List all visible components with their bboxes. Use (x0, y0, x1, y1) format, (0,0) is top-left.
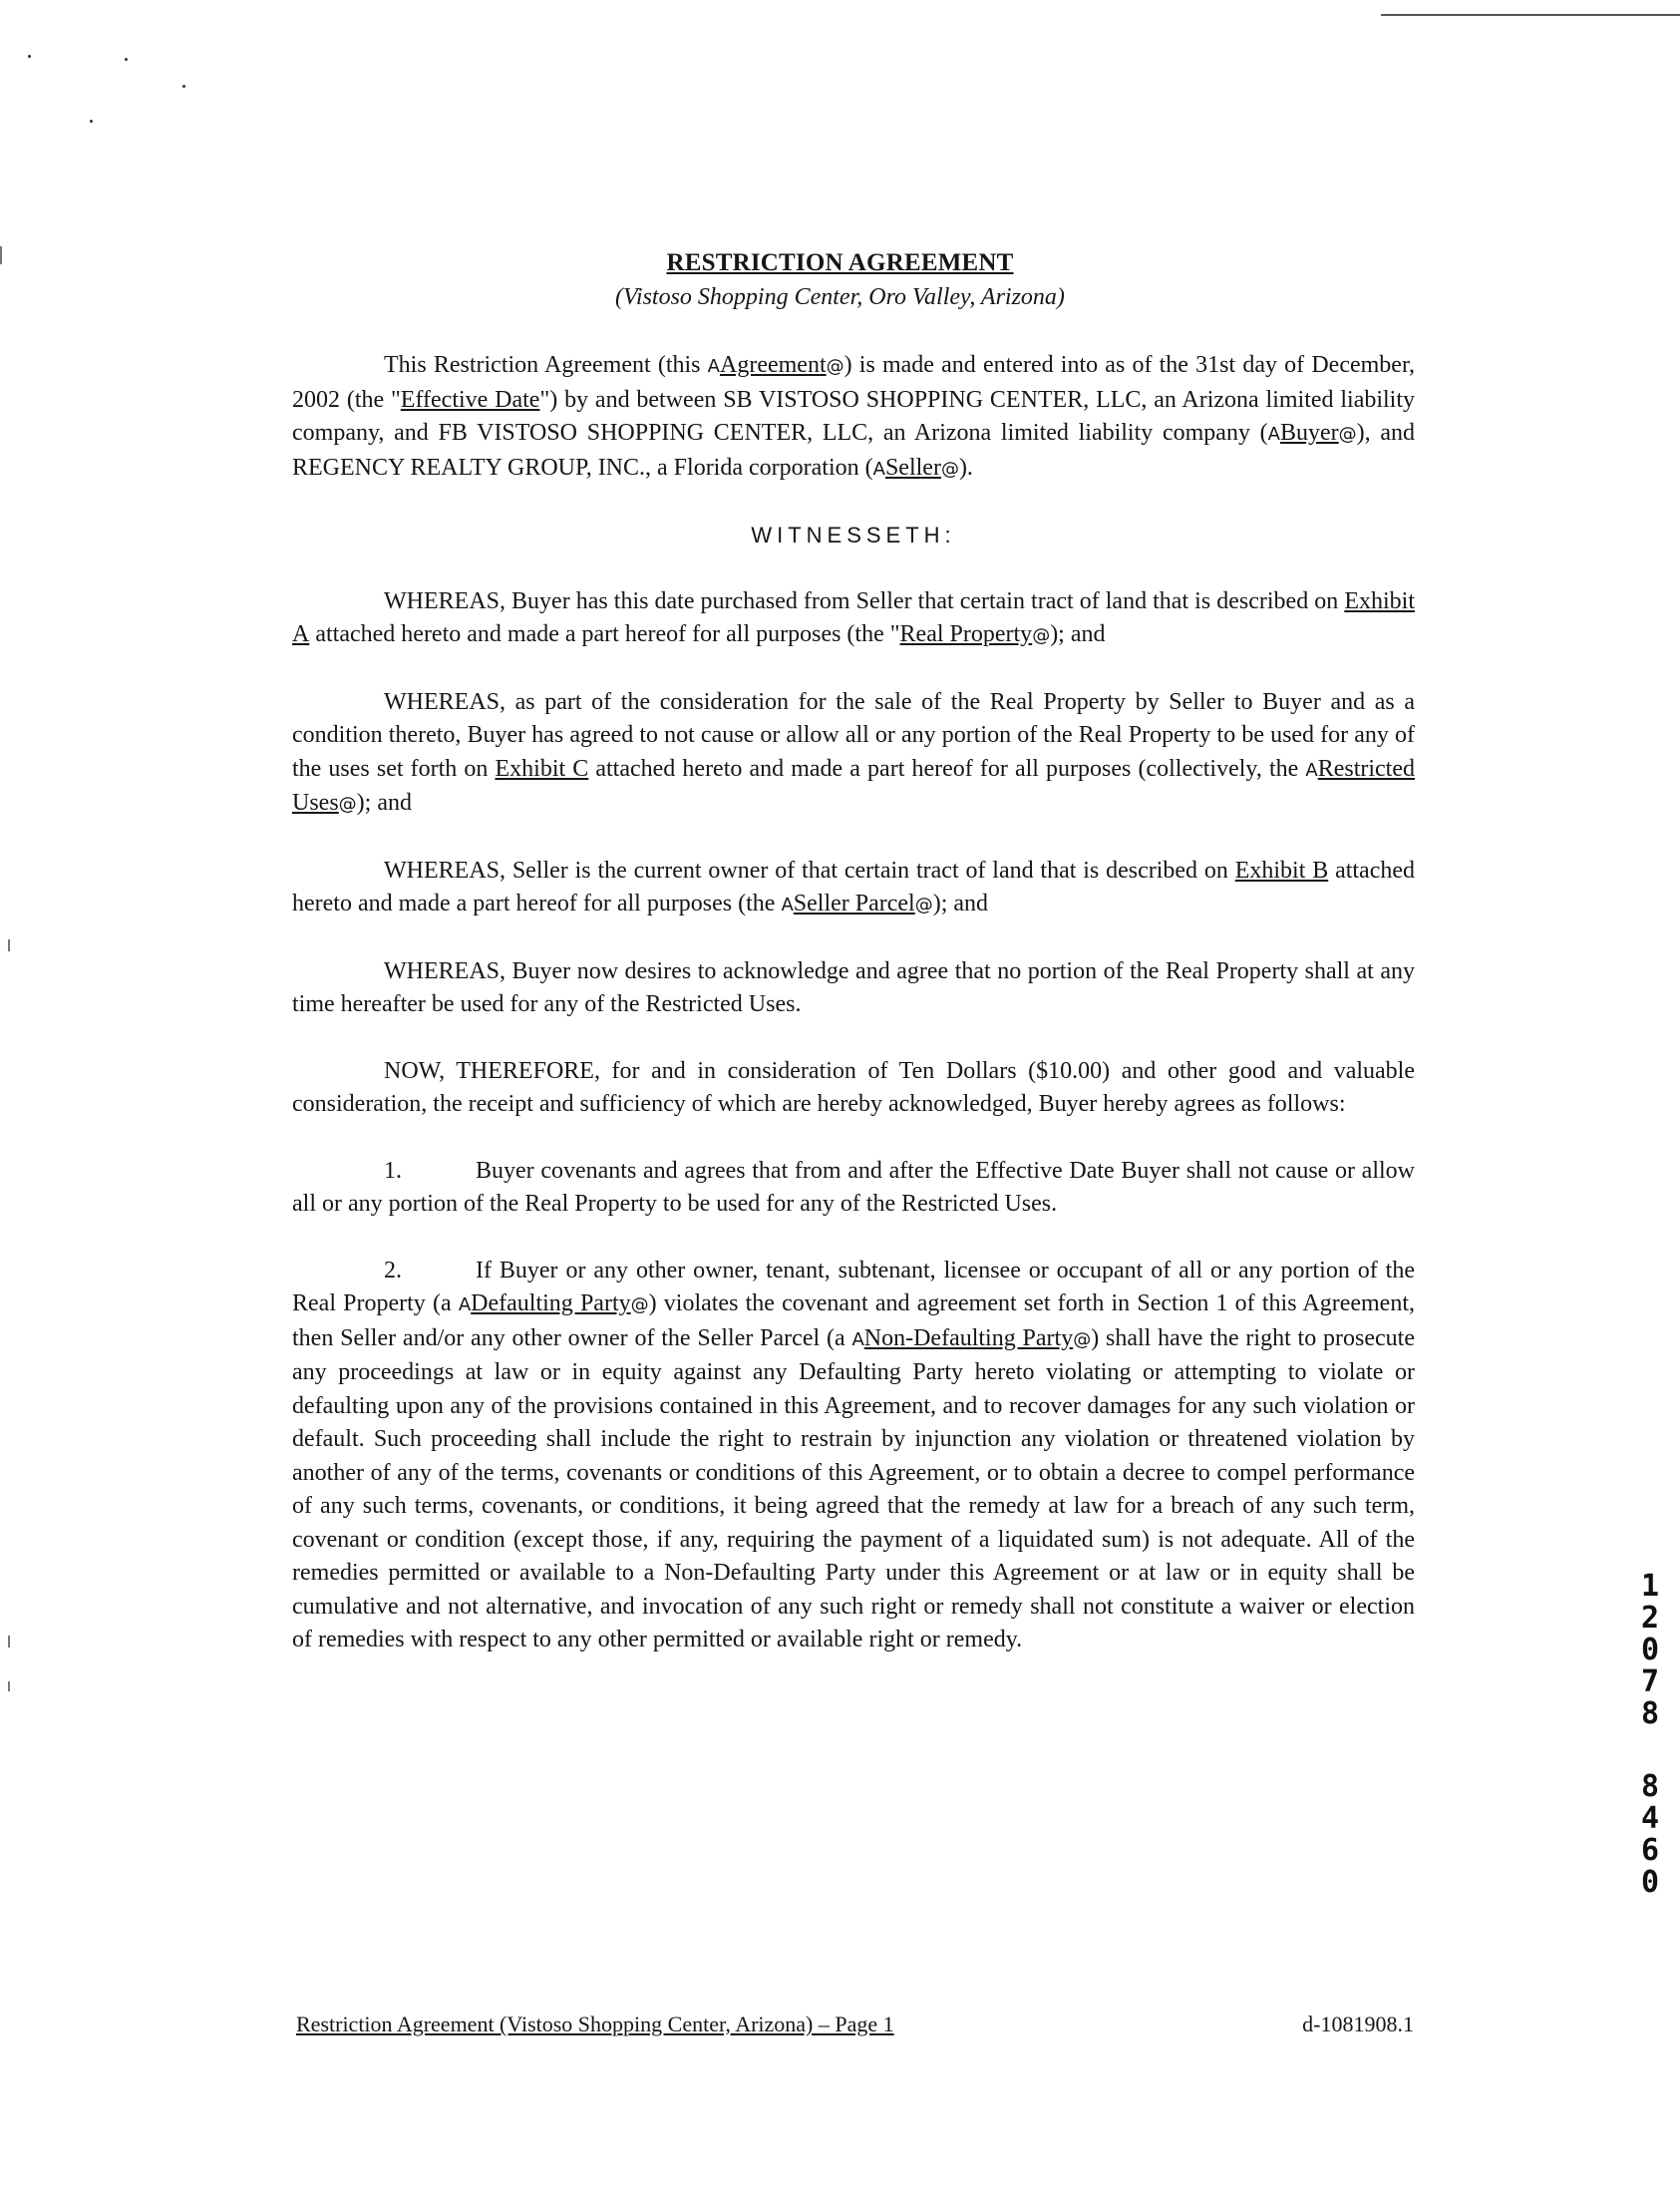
witnesseth-heading: WITNESSETH: (751, 523, 956, 548)
stamp-digit: 2 (1640, 1601, 1660, 1636)
quote-glyph: @ (1032, 625, 1051, 646)
quote-glyph: A (851, 1328, 864, 1350)
text-run: WHEREAS, as part of the consideration for the sale of the Real Property by Seller to Buyer and as a condition thereto, Buyer has agreed to not cause or allow all or any portion of the Real Property to be used for any of the uses set forth on (292, 688, 1415, 782)
text-run: ) shall have the right to prosecute any proceedings at law or in equity against any Defaulting Party hereto violating or attempting to violate or defaulting upon any of the provisions contained in this Agreement, and to recover damages for any such violation or default. Such proceeding shall include the right to restrain by injunction any violation or threatened violation by another of any of the terms, covenants or conditions of this Agreement, or to obtain a decree to compel performance of any such terms, covenants, or conditions, it being agreed that the remedy at law for a breach of any such term, covenant or condition (except those, if any, requiring the payment of a liquidated sum) is not adequate. All of the remedies permitted or available to a Non-Defaulting Party under this Agreement or at law or in equity shall be cumulative and not alternative, and invocation of any such right or remedy shall not constitute a waiver or election of remedies with respect to any other permitted or available right or remedy. (292, 1324, 1415, 1652)
recording-stamp-lower (1635, 1771, 1665, 1899)
quote-glyph: A (458, 1294, 472, 1315)
quote-glyph: A (781, 895, 794, 915)
section-2 (292, 1255, 1415, 1657)
quote-glyph: @ (1073, 1328, 1092, 1350)
text-run: ) violates the covenant and agreement set forth in Section 1 of this Agreement, then Seller and/or any other owner of the Seller Parcel (a (292, 1290, 1415, 1351)
exhibit-reference: Exhibit B (1234, 857, 1329, 884)
scan-speck (182, 85, 185, 88)
now-therefore-paragraph: NOW, THEREFORE, for and in consideration of Ten Dollars ($10.00) and other good and valuable consideration, the receipt and sufficiency of which are hereby acknowledged, Buyer hereby agrees as follows: (292, 1057, 1415, 1117)
whereas-paragraph-4: WHEREAS, Buyer now desires to acknowledge and agree that no portion of the Real Property shall at any time hereafter be used for any of the Restricted Uses. (292, 957, 1415, 1017)
section-number: 1. (384, 1157, 402, 1184)
whereas-paragraph-1 (292, 585, 1415, 653)
defined-term-non-defaulting-party: Non-Defaulting Party (863, 1324, 1074, 1351)
defined-term-seller-parcel: Seller Parcel (793, 891, 915, 916)
text-run: attached hereto and made a part hereof for all purposes (the " (309, 621, 900, 647)
text-run: ") by and between SB VISTOSO SHOPPING CENTER, LLC, an Arizona limited liability company, and FB VISTOSO SHOPPING CENTER, LLC, an Arizona limited liability company ( (292, 386, 1416, 446)
stamp-digit: 8 (1640, 1696, 1660, 1731)
text-run: This Restriction Agreement (this (384, 352, 708, 378)
exhibit-reference: Exhibit C (495, 755, 589, 782)
defined-term-agreement: Agreement (720, 352, 827, 378)
stamp-digit: 0 (1640, 1633, 1660, 1667)
footer-document-title: Restriction Agreement (Vistoso Shopping Center, Arizona) – Page 1 (296, 2012, 894, 2036)
quote-glyph: A (872, 458, 885, 480)
text-run: ) is made and entered into as of the 31st day of December, 2002 (the " (292, 352, 1415, 413)
scan-mark (8, 1636, 10, 1647)
quote-glyph: @ (826, 356, 844, 377)
section-1 (292, 1155, 1415, 1222)
quote-glyph: A (1305, 759, 1318, 781)
section-number: 2. (384, 1257, 402, 1283)
text-run: WHEREAS, Buyer has this date purchased from Seller that certain tract of land that is described on (384, 587, 1345, 614)
scan-mark (8, 1681, 10, 1691)
text-run: ); and (932, 891, 989, 916)
whereas-paragraph-3 (292, 855, 1415, 922)
quote-glyph: @ (1338, 424, 1357, 445)
document-title: RESTRICTION AGREEMENT (666, 249, 1014, 276)
text-run: ); and (356, 790, 412, 816)
stamp-digit: 8 (1640, 1769, 1660, 1804)
text-run: WHEREAS, Seller is the current owner of that certain tract of land that is described on (384, 857, 1235, 884)
quote-glyph: @ (338, 794, 357, 815)
text-run: If Buyer or any other owner, tenant, subtenant, licensee or occupant of all or any portion of the Real Property (a (292, 1257, 1415, 1316)
defined-term-buyer: Buyer (1279, 420, 1339, 446)
text-run: ). (958, 454, 973, 481)
quote-glyph: @ (630, 1294, 649, 1315)
text-run: attached hereto and made a part hereof for all purposes (the (292, 857, 1416, 916)
exhibit-reference: Exhibit A (292, 587, 1415, 647)
document-body (292, 349, 1415, 1657)
quote-glyph: @ (940, 458, 959, 480)
defined-term-seller: Seller (884, 454, 941, 481)
quote-glyph: A (707, 356, 720, 377)
text-run: attached hereto and made a part hereof for all purposes (collectively, the (588, 755, 1306, 782)
defined-term-defaulting-party: Defaulting Party (471, 1290, 631, 1316)
quote-glyph: A (1267, 424, 1280, 445)
stamp-digit: 0 (1640, 1865, 1660, 1900)
text-run: ); and (1050, 621, 1106, 647)
stamp-digit: 4 (1640, 1801, 1660, 1836)
stamp-digit: 1 (1640, 1569, 1660, 1604)
text-run: ), and REGENCY REALTY GROUP, INC., a Florida corporation ( (292, 420, 1415, 481)
defined-term-restricted-uses: Restricted Uses (292, 755, 1416, 816)
document-subtitle: (Vistoso Shopping Center, Oro Valley, Arizona) (615, 284, 1065, 310)
section-text: Buyer covenants and agrees that from and after the Effective Date Buyer shall not cause or allow all or any portion of the Real Property to be used for any of the Restricted Uses. (292, 1157, 1415, 1217)
intro-paragraph (292, 349, 1415, 486)
scan-edge-line (1381, 14, 1680, 16)
defined-term-real-property: Real Property (899, 621, 1033, 647)
quote-glyph: @ (914, 895, 933, 915)
recording-stamp-upper (1635, 1571, 1665, 1730)
defined-term-effective-date: Effective Date (400, 386, 540, 413)
scan-speck (28, 55, 31, 58)
stamp-digit: 7 (1640, 1664, 1660, 1699)
scan-speck (90, 120, 93, 123)
scan-mark (8, 939, 10, 951)
scan-speck (125, 58, 128, 61)
whereas-paragraph-2 (292, 686, 1415, 822)
stamp-digit: 6 (1640, 1833, 1660, 1868)
footer-document-id: d-1081908.1 (1302, 2012, 1414, 2036)
